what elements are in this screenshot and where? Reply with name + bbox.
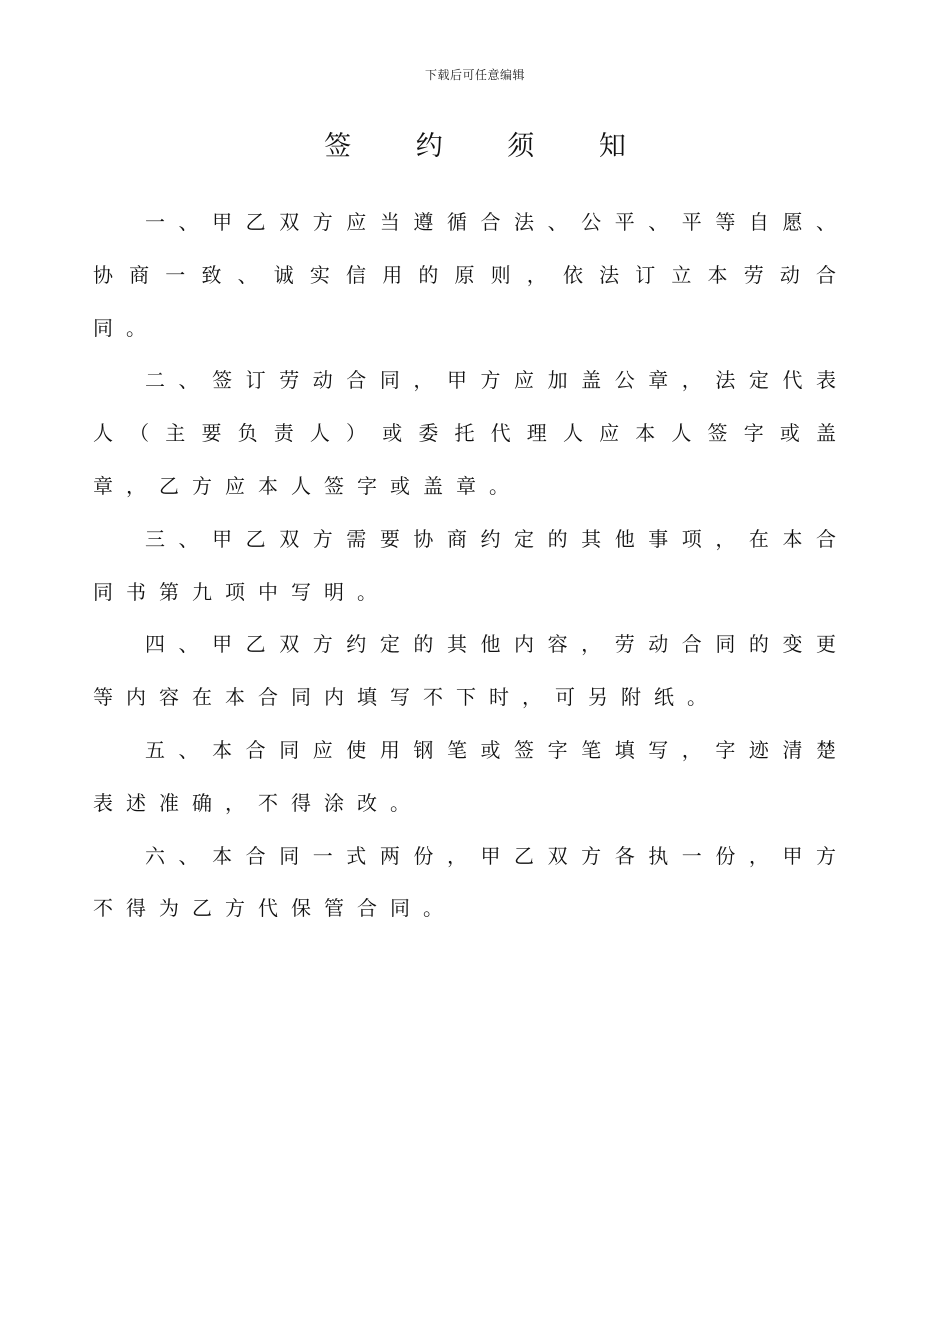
paragraph-6: 六、本合同一式两份，甲乙双方各执一份，甲方不得为乙方代保管合同。 bbox=[93, 843, 849, 921]
header-note: 下载后可任意编辑 bbox=[424, 68, 525, 82]
document-body bbox=[93, 196, 849, 935]
paragraph-3: 三、甲乙双方需要协商约定的其他事项，在本合同书第九项中写明。 bbox=[93, 526, 849, 604]
paragraph-5: 五、本合同应使用钢笔或签字笔填写，字迹清楚表述准确，不得涂改。 bbox=[93, 737, 849, 815]
document-title: 签 约 须 知 bbox=[324, 131, 654, 162]
paragraph-1: 一、甲乙双方应当遵循合法、公平、平等自愿、协商一致、诚实信用的原则，依法订立本劳动合同。 bbox=[93, 210, 849, 340]
paragraph-4: 四、甲乙双方约定的其他内容，劳动合同的变更等内容在本合同内填写不下时，可另附纸。 bbox=[93, 632, 849, 710]
paragraph-2: 二、签订劳动合同，甲方应加盖公章，法定代表人（主要负责人）或委托代理人应本人签字或盖章，乙方应本人签字或盖章。 bbox=[93, 368, 849, 498]
